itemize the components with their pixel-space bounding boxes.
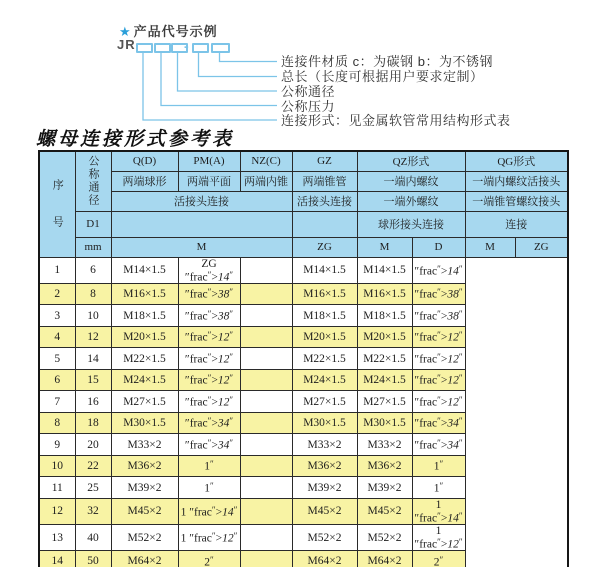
cell-dn: 25	[75, 477, 111, 499]
cell-zg-gz: 2″	[178, 551, 240, 567]
cell-dn: 50	[75, 551, 111, 567]
cell-zg-gz: ″frac″>12″	[178, 391, 240, 413]
header-col-pma: PM(A)	[178, 151, 240, 171]
cell-m-qg: M22×1.5	[357, 348, 412, 370]
cell-m-union: M14×1.5	[111, 257, 178, 283]
cell-seq: 9	[39, 434, 75, 456]
cell-seq: 12	[39, 498, 75, 524]
cell-dn: 32	[75, 498, 111, 524]
cell-d-qz: M64×2	[292, 551, 357, 567]
cell-zg-gz: ″frac″>12″	[178, 369, 240, 391]
cell-d-qz: M30×1.5	[292, 412, 357, 434]
cell-zg-qg: 1 ″frac″>14″	[412, 498, 465, 524]
cell-zg-gz: ″frac″>38″	[178, 283, 240, 305]
cell-m-qg: M16×1.5	[357, 283, 412, 305]
header-union-connection: 活接头连接	[111, 191, 292, 211]
cell-dn: 22	[75, 455, 111, 477]
header-m-qg: M	[465, 237, 515, 257]
cell-d-qz: M18×1.5	[292, 305, 357, 327]
table-row	[39, 305, 568, 327]
cell-dn: 6	[75, 257, 111, 283]
header-gz-connection: 活接头连接	[292, 191, 357, 211]
nut-connection-reference-table	[38, 150, 569, 567]
cell-d-qz: M24×1.5	[292, 369, 357, 391]
cell-m-union: M33×2	[111, 434, 178, 456]
header-sub2-qz: 一端外螺纹	[357, 191, 465, 211]
table-header	[39, 151, 568, 257]
cell-m-qg: M20×1.5	[357, 326, 412, 348]
cell-m-qz	[240, 477, 292, 499]
table-row	[39, 455, 568, 477]
table-row	[39, 283, 568, 305]
cell-dn: 40	[75, 525, 111, 551]
cell-seq: 2	[39, 283, 75, 305]
cell-zg-gz: ″frac″>12″	[178, 348, 240, 370]
table-row	[39, 348, 568, 370]
header-col-nzc: NZ(C)	[240, 151, 292, 171]
cell-zg-qg: ″frac″>38″	[412, 305, 465, 327]
cell-zg-qg: ″frac″>14″	[412, 257, 465, 283]
table-row	[39, 257, 568, 283]
cell-dn: 10	[75, 305, 111, 327]
header-zg-qg: ZG	[515, 237, 568, 257]
header-sub-qz: 一端内螺纹	[357, 171, 465, 191]
cell-m-qz	[240, 326, 292, 348]
label-nominal-diameter: 公称通径	[281, 83, 336, 99]
cell-seq: 6	[39, 369, 75, 391]
cell-zg-qg: 1″	[412, 455, 465, 477]
header-sub-gz: 两端锥管	[292, 171, 357, 191]
table-row	[39, 525, 568, 551]
cell-d-qz: M22×1.5	[292, 348, 357, 370]
star-icon: ★	[119, 24, 132, 39]
cell-zg-qg: ″frac″>34″	[412, 412, 465, 434]
cell-m-qz	[240, 305, 292, 327]
cell-seq: 3	[39, 305, 75, 327]
cell-zg-qg: 1 ″frac″>12″	[412, 525, 465, 551]
cell-zg-gz: ″frac″>38″	[178, 305, 240, 327]
header-sub-qg: 一端内螺纹活接头	[465, 171, 568, 191]
cell-seq: 8	[39, 412, 75, 434]
table-body	[39, 257, 568, 567]
cell-zg-qg: ″frac″>38″	[412, 283, 465, 305]
label-connector-material: 连接件材质 c：为碳钢 b：为不锈钢	[281, 54, 493, 69]
cell-zg-qg: 1″	[412, 477, 465, 499]
cell-m-qg: M30×1.5	[357, 412, 412, 434]
cell-m-qg: M18×1.5	[357, 305, 412, 327]
cell-seq: 11	[39, 477, 75, 499]
cell-d-qz: M45×2	[292, 498, 357, 524]
header-m-union: M	[111, 237, 292, 257]
table-row	[39, 369, 568, 391]
header-d-qz: D	[412, 237, 465, 257]
label-nominal-pressure: 公称压力	[281, 98, 336, 114]
cell-dn: 14	[75, 348, 111, 370]
label-connection-form: 连接形式：见金属软管常用结构形式表	[281, 113, 511, 128]
cell-m-qg: M52×2	[357, 525, 412, 551]
cell-m-union: M18×1.5	[111, 305, 178, 327]
cell-zg-gz: 1″	[178, 455, 240, 477]
cell-dn: 12	[75, 326, 111, 348]
table-row	[39, 391, 568, 413]
cell-m-qz	[240, 283, 292, 305]
header-sub-pma: 两端平面	[178, 171, 240, 191]
cell-seq: 13	[39, 525, 75, 551]
table-title: 螺母连接形式参考表	[36, 128, 235, 150]
code-box-nominal-pressure	[154, 43, 171, 53]
header-seq: 序号	[39, 151, 75, 257]
cell-m-qg: M27×1.5	[357, 391, 412, 413]
table-row	[39, 326, 568, 348]
cell-m-union: M16×1.5	[111, 283, 178, 305]
cell-seq: 5	[39, 348, 75, 370]
cell-m-qg: M36×2	[357, 455, 412, 477]
cell-zg-gz: ZG ″frac″>14″	[178, 257, 240, 283]
cell-zg-qg: ″frac″>34″	[412, 434, 465, 456]
cell-zg-qg: ″frac″>12″	[412, 391, 465, 413]
header-mm: mm	[75, 237, 111, 257]
header-qz-connection: 球形接头连接	[357, 211, 465, 237]
cell-dn: 15	[75, 369, 111, 391]
table-row	[39, 498, 568, 524]
header-m-qz: M	[357, 237, 412, 257]
header-sub2-qg: 一端锥管螺纹接头	[465, 191, 568, 211]
cell-m-qz	[240, 434, 292, 456]
cell-seq: 14	[39, 551, 75, 567]
cell-m-qg: M39×2	[357, 477, 412, 499]
header-sub-qd: 两端球形	[111, 171, 178, 191]
cell-zg-gz: ″frac″>12″	[178, 326, 240, 348]
cell-m-qz	[240, 257, 292, 283]
cell-m-union: M52×2	[111, 525, 178, 551]
cell-m-qg: M14×1.5	[357, 257, 412, 283]
code-box-connection-form	[136, 43, 153, 53]
cell-d-qz: M36×2	[292, 455, 357, 477]
cell-zg-gz: 1 ″frac″>14″	[178, 498, 240, 524]
cell-m-qz	[240, 348, 292, 370]
cell-m-union: M22×1.5	[111, 348, 178, 370]
cell-zg-gz: ″frac″>34″	[178, 412, 240, 434]
cell-m-qz	[240, 498, 292, 524]
header-zg-gz: ZG	[292, 237, 357, 257]
header-d1: D1	[75, 211, 111, 237]
code-box-material	[211, 43, 230, 53]
cell-m-qz	[240, 525, 292, 551]
cell-dn: 16	[75, 391, 111, 413]
header-col-gz: GZ	[292, 151, 357, 171]
cell-zg-gz: ″frac″>34″	[178, 434, 240, 456]
table-row	[39, 477, 568, 499]
cell-zg-qg: ″frac″>12″	[412, 326, 465, 348]
cell-m-union: M20×1.5	[111, 326, 178, 348]
header-sub-nzc: 两端内锥	[240, 171, 292, 191]
cell-m-qg: M64×2	[357, 551, 412, 567]
cell-m-union: M30×1.5	[111, 412, 178, 434]
cell-d-qz: M39×2	[292, 477, 357, 499]
cell-m-qz	[240, 412, 292, 434]
cell-m-qg: M33×2	[357, 434, 412, 456]
cell-zg-qg: ″frac″>12″	[412, 348, 465, 370]
cell-seq: 10	[39, 455, 75, 477]
header-col-qd: Q(D)	[111, 151, 178, 171]
cell-d-qz: M52×2	[292, 525, 357, 551]
header-blank-union	[111, 211, 292, 237]
cell-m-qz	[240, 551, 292, 567]
cell-m-qz	[240, 455, 292, 477]
header-qg-connection: 连接	[465, 211, 568, 237]
cell-seq: 7	[39, 391, 75, 413]
cell-d-qz: M16×1.5	[292, 283, 357, 305]
cell-m-union: M45×2	[111, 498, 178, 524]
cell-dn: 18	[75, 412, 111, 434]
label-total-length: 总长（长度可根据用户要求定制）	[281, 69, 484, 84]
header-nominal-diameter: 公称通径	[75, 151, 111, 211]
cell-seq: 4	[39, 326, 75, 348]
cell-zg-qg: 2″	[412, 551, 465, 567]
table-row	[39, 412, 568, 434]
cell-m-union: M27×1.5	[111, 391, 178, 413]
table-row	[39, 551, 568, 567]
cell-m-qz	[240, 391, 292, 413]
cell-m-union: M24×1.5	[111, 369, 178, 391]
cell-m-qz	[240, 369, 292, 391]
table-row	[39, 434, 568, 456]
cell-m-union: M64×2	[111, 551, 178, 567]
product-code-example-label: 产品代号示例	[133, 24, 218, 39]
cell-m-qg: M45×2	[357, 498, 412, 524]
header-col-qg: QG形式	[465, 151, 568, 171]
cell-zg-qg: ″frac″>12″	[412, 369, 465, 391]
cell-m-qg: M24×1.5	[357, 369, 412, 391]
cell-dn: 8	[75, 283, 111, 305]
cell-d-qz: M14×1.5	[292, 257, 357, 283]
code-dash: -	[184, 38, 189, 54]
product-code-prefix: JR	[117, 37, 136, 52]
cell-d-qz: M33×2	[292, 434, 357, 456]
cell-m-union: M39×2	[111, 477, 178, 499]
cell-zg-gz: 1″	[178, 477, 240, 499]
code-box-total-length	[192, 43, 209, 53]
header-blank-gz	[292, 211, 357, 237]
cell-d-qz: M27×1.5	[292, 391, 357, 413]
cell-zg-gz: 1 ″frac″>12″	[178, 525, 240, 551]
header-col-qz: QZ形式	[357, 151, 465, 171]
cell-d-qz: M20×1.5	[292, 326, 357, 348]
cell-m-union: M36×2	[111, 455, 178, 477]
cell-seq: 1	[39, 257, 75, 283]
cell-dn: 20	[75, 434, 111, 456]
